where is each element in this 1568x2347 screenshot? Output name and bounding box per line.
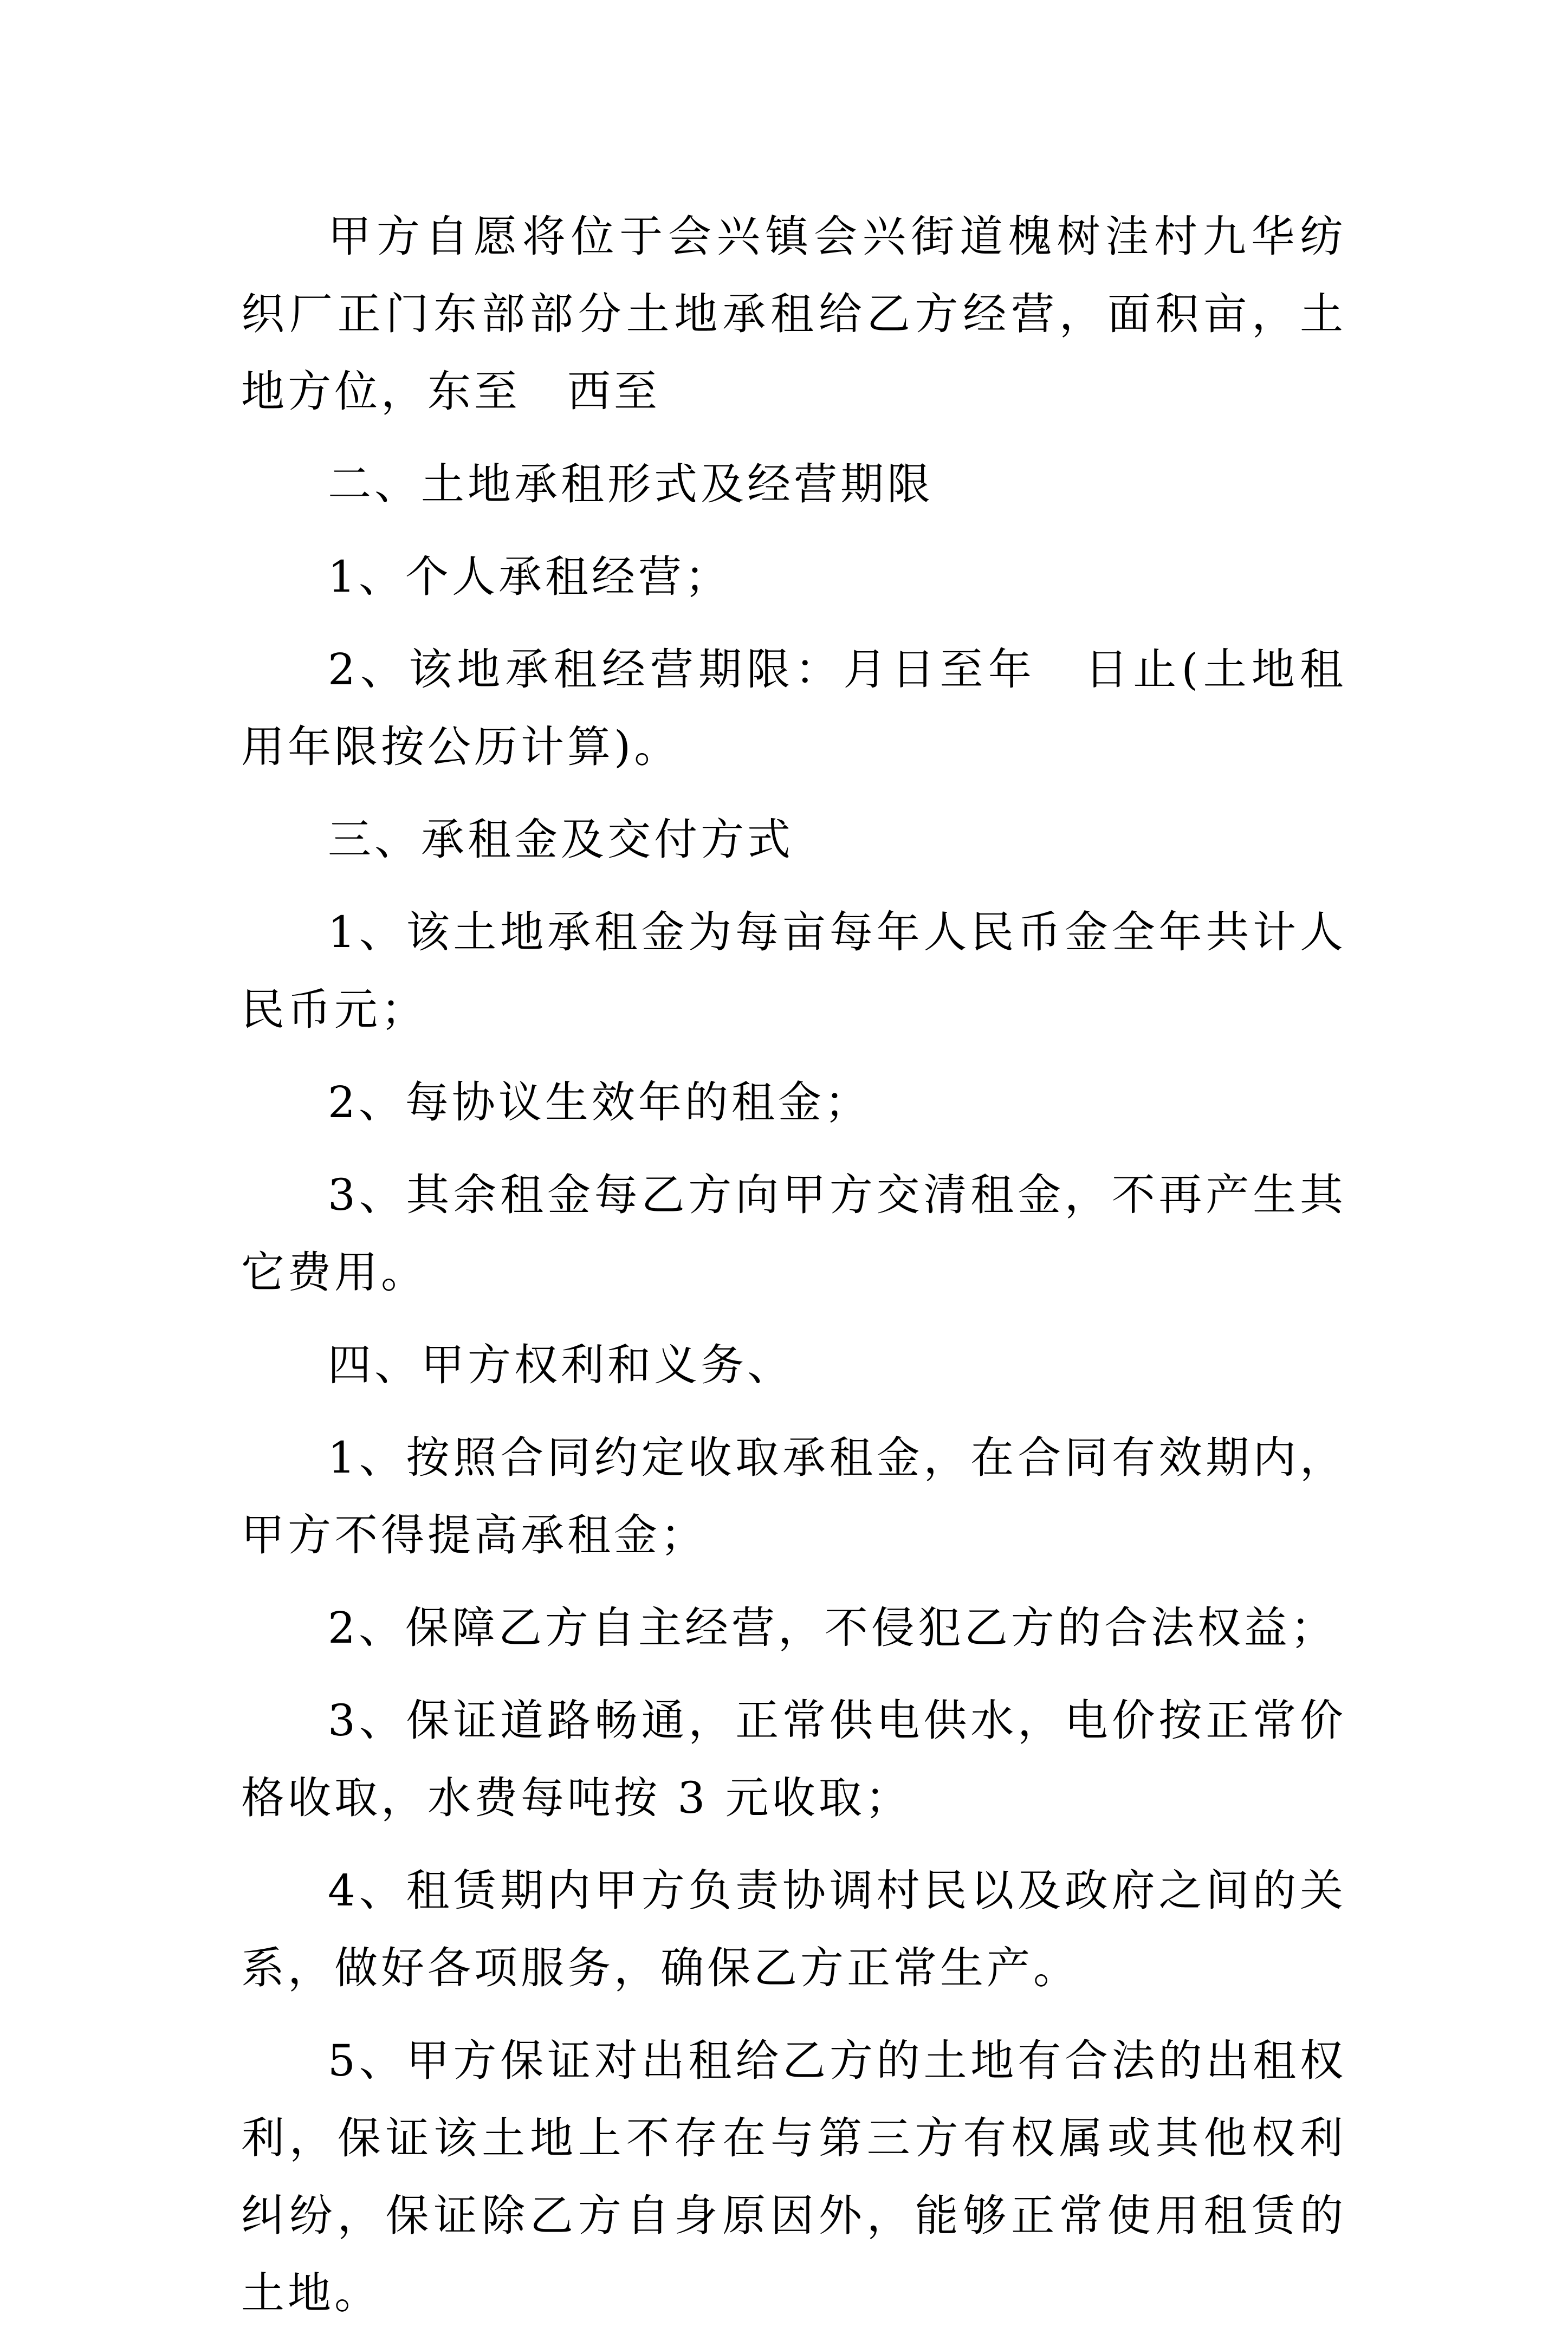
- paragraph-road-power-water: 3、保证道路畅通，正常供电供水，电价按正常价格收取，水费每吨按 3 元收取；: [241, 1695, 1346, 1823]
- paragraph-lease-period: 2、该地承租经营期限：月日至年 日止(土地租用年限按公历计算)。: [241, 644, 1346, 772]
- heading-party-a-rights: 四、甲方权利和义务、: [328, 1340, 794, 1390]
- paragraph-rent-amount: 1、该土地承租金为每亩每年人民币金全年共计人民币元；: [241, 907, 1346, 1035]
- heading-lease-form-and-term: 二、土地承租形式及经营期限: [328, 459, 934, 509]
- paragraph-individual-lease: 1、个人承租经营；: [328, 552, 731, 602]
- paragraph-coordinate-relations: 4、租赁期内甲方负责协调村民以及政府之间的关系，做好各项服务，确保乙方正常生产。: [241, 1865, 1346, 1993]
- paragraph-collect-rent: 1、按照合同约定收取承租金，在合同有效期内，甲方不得提高承租金；: [241, 1432, 1346, 1560]
- paragraph-legal-lease-right: 5、甲方保证对出租给乙方的土地有合法的出租权利，保证该土地上不存在与第三方有权属或其他权利纠纷，保证除乙方自身原因外，能够正常使用租赁的土地。: [241, 2035, 1346, 2318]
- heading-rent-and-payment: 三、承租金及交付方式: [328, 814, 794, 865]
- paragraph-first-year-rent: 2、每协议生效年的租金；: [328, 1077, 871, 1127]
- paragraph-land-location: 甲方自愿将位于会兴镇会兴街道槐树洼村九华纺织厂正门东部部分土地承租给乙方经营，面积亩，土地方位，东至 西至: [241, 211, 1346, 417]
- document-body: [241, 198, 1346, 2347]
- paragraph-protect-operation: 2、保障乙方自主经营，不侵犯乙方的合法权益；: [328, 1603, 1337, 1653]
- paragraph-remaining-rent: 3、其余租金每乙方向甲方交清租金，不再产生其它费用。: [241, 1170, 1346, 1298]
